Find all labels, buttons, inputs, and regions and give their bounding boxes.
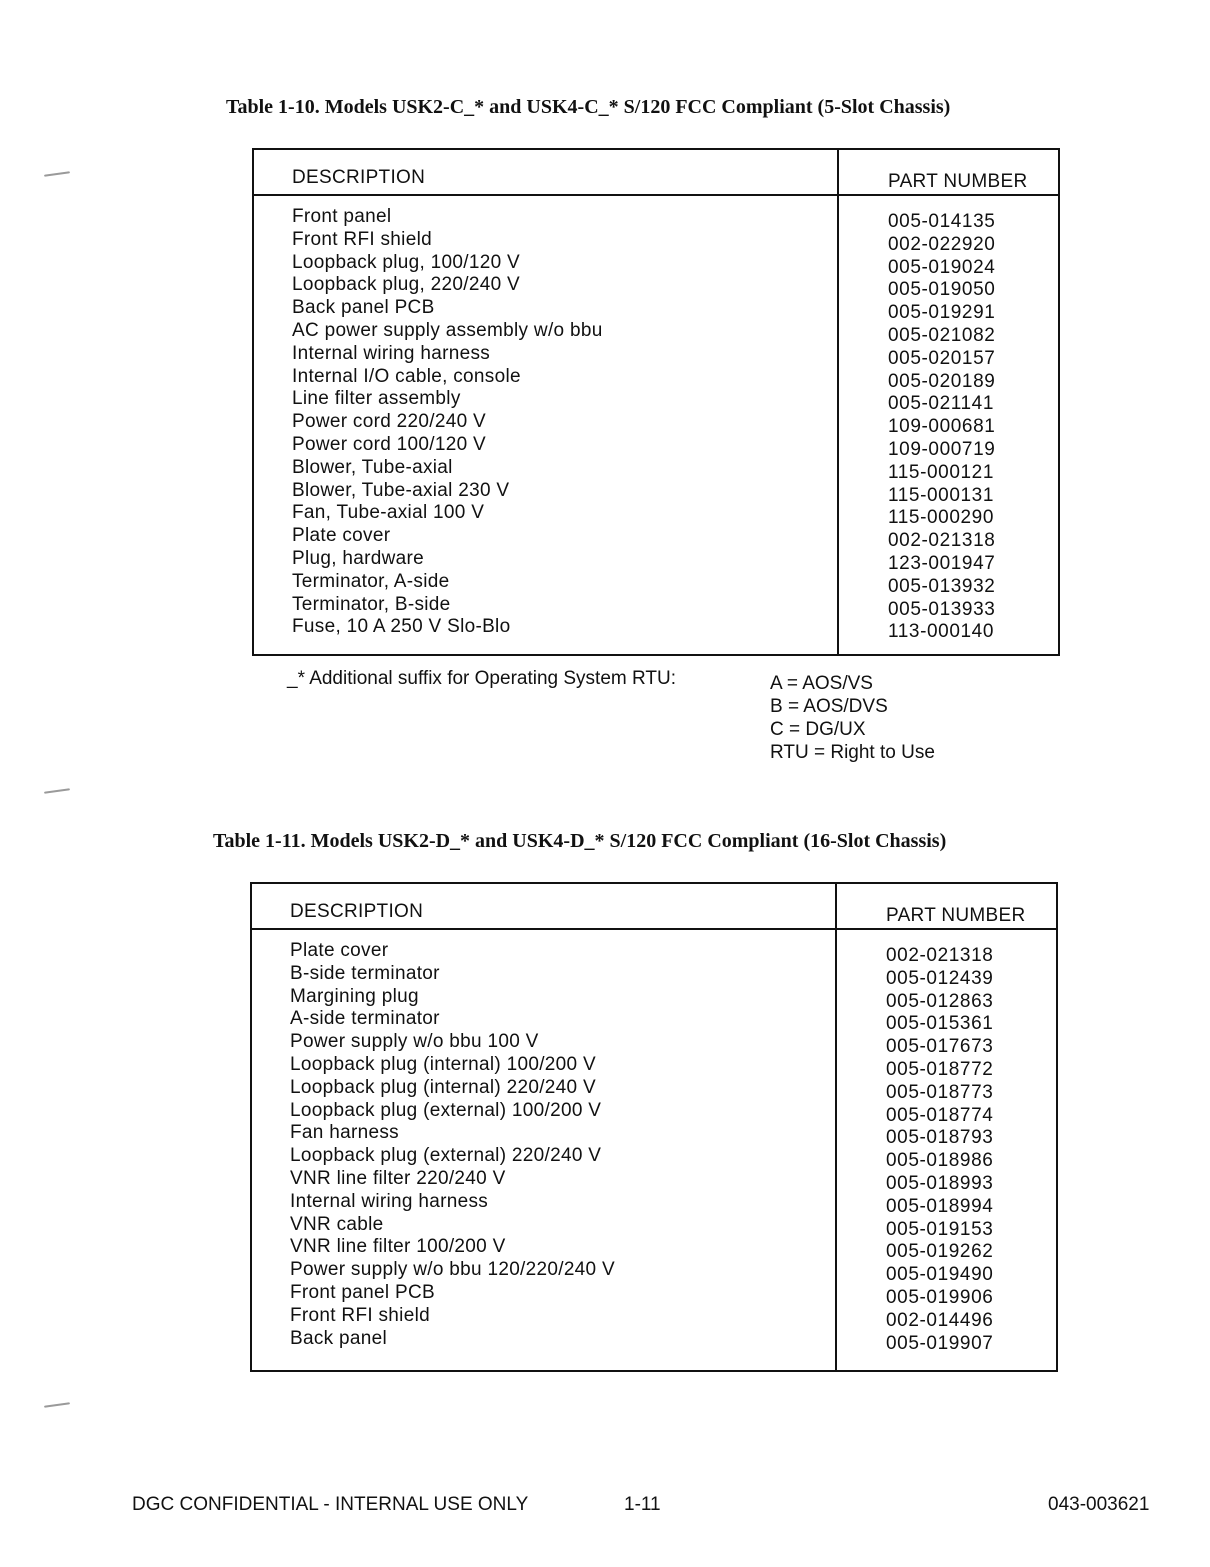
row-part-number: 005-013932 — [888, 575, 996, 597]
row-part-number: 005-019906 — [886, 1286, 994, 1308]
margin-mark — [44, 171, 70, 177]
row-part-number: 005-020157 — [888, 347, 996, 369]
row-part-number: 005-019490 — [886, 1264, 994, 1286]
row-description: Fan, Tube-axial 100 V — [292, 502, 485, 524]
row-description: Plug, hardware — [292, 547, 424, 569]
row-description: Power cord 100/120 V — [292, 433, 487, 455]
row-description: AC power supply assembly w/o bbu — [292, 319, 603, 341]
row-part-number: 002-021318 — [886, 945, 994, 966]
legend-item: C = DG/UX — [770, 719, 866, 740]
row-description: VNR line filter 220/240 V — [290, 1167, 506, 1189]
row-part-number: 002-022920 — [888, 233, 996, 255]
parts-table-1-11 — [250, 882, 1058, 1372]
row-description: Loopback plug (internal) 220/240 V — [290, 1076, 596, 1098]
row-part-number: 005-018986 — [886, 1150, 994, 1172]
row-part-number: 005-014135 — [888, 211, 996, 232]
row-part-number: 002-021318 — [888, 530, 996, 552]
row-description: Plate cover — [292, 525, 391, 547]
row-part-number: 005-018772 — [886, 1058, 994, 1080]
row-description: Front panel PCB — [290, 1281, 435, 1303]
margin-mark — [44, 788, 70, 794]
row-part-number: 115-000121 — [888, 461, 995, 483]
row-description: Loopback plug (external) 100/200 V — [290, 1099, 602, 1121]
row-description: Loopback plug, 220/240 V — [292, 274, 520, 296]
part-number-column — [888, 211, 995, 644]
row-description: Front RFI shield — [292, 228, 432, 250]
row-description: Terminator, B-side — [292, 593, 451, 615]
description-column — [292, 206, 603, 639]
rtu-footnote: _* Additional suffix for Operating System RTU: — [287, 668, 676, 689]
rtu-legend — [770, 672, 935, 764]
header-divider — [254, 194, 1058, 196]
row-description: Front panel — [292, 206, 392, 227]
part-number-header: PART NUMBER — [886, 905, 1026, 926]
row-part-number: 109-000719 — [888, 438, 996, 460]
row-description: Back panel — [290, 1327, 388, 1349]
header-divider — [252, 928, 1056, 930]
row-part-number: 005-018993 — [886, 1172, 994, 1194]
row-part-number: 005-012439 — [886, 967, 994, 989]
row-description: Power cord 220/240 V — [292, 411, 487, 433]
table-1-11-caption: Table 1-11. Models USK2-D_* and USK4-D_* S/120 FCC Compliant (16-Slot Chassis) — [213, 830, 947, 852]
row-part-number: 123-001947 — [888, 552, 996, 574]
row-part-number: 115-000290 — [888, 507, 995, 529]
row-description: Line filter assembly — [292, 388, 461, 410]
row-description: B-side terminator — [290, 962, 440, 984]
row-part-number: 005-018793 — [886, 1127, 994, 1149]
row-part-number: 005-019262 — [886, 1241, 994, 1263]
row-part-number: 005-019153 — [886, 1218, 994, 1240]
row-description: Margining plug — [290, 985, 419, 1007]
row-part-number: 005-021082 — [888, 324, 996, 346]
description-header: DESCRIPTION — [292, 167, 426, 188]
row-part-number: 005-019907 — [886, 1332, 994, 1354]
description-column — [290, 940, 615, 1350]
part-number-header: PART NUMBER — [888, 171, 1028, 192]
row-description: Power supply w/o bbu 100 V — [290, 1031, 539, 1053]
page-number: 1-11 — [624, 1494, 661, 1515]
row-part-number: 113-000140 — [888, 621, 995, 643]
row-description: VNR cable — [290, 1213, 384, 1235]
row-part-number: 005-012863 — [886, 990, 994, 1012]
row-description: Fuse, 10 A 250 V Slo-Blo — [292, 616, 511, 638]
column-divider — [835, 884, 837, 1370]
margin-mark — [44, 1402, 70, 1408]
legend-item: A = AOS/VS — [770, 673, 873, 694]
description-header: DESCRIPTION — [290, 901, 424, 922]
row-part-number: 002-014496 — [886, 1309, 994, 1331]
row-description: Loopback plug, 100/120 V — [292, 251, 520, 273]
row-description: Plate cover — [290, 940, 389, 961]
row-part-number: 005-019024 — [888, 256, 996, 278]
row-part-number: 005-013933 — [888, 598, 996, 620]
document-number: 043-003621 — [1048, 1494, 1150, 1515]
row-part-number: 005-017673 — [886, 1036, 994, 1058]
row-description: Loopback plug (internal) 100/200 V — [290, 1053, 596, 1075]
row-part-number: 109-000681 — [888, 416, 996, 438]
table-1-10-caption: Table 1-10. Models USK2-C_* and USK4-C_* S/120 FCC Compliant (5-Slot Chassis) — [226, 96, 951, 118]
parts-table-1-10 — [252, 148, 1060, 656]
row-description: Power supply w/o bbu 120/220/240 V — [290, 1259, 615, 1281]
row-description: Internal wiring harness — [290, 1190, 489, 1212]
row-description: Loopback plug (external) 220/240 V — [290, 1145, 602, 1167]
row-part-number: 005-018994 — [886, 1195, 994, 1217]
row-part-number: 005-021141 — [888, 393, 995, 415]
row-part-number: 115-000131 — [888, 484, 995, 506]
row-description: Blower, Tube-axial — [292, 456, 453, 478]
row-description: Internal I/O cable, console — [292, 365, 521, 387]
row-part-number: 005-018773 — [886, 1081, 994, 1103]
row-description: Back panel PCB — [292, 297, 435, 319]
legend-item: RTU = Right to Use — [770, 742, 935, 763]
row-part-number: 005-019050 — [888, 279, 996, 301]
row-description: VNR line filter 100/200 V — [290, 1236, 506, 1258]
confidentiality-notice: DGC CONFIDENTIAL - INTERNAL USE ONLY — [132, 1494, 529, 1515]
row-part-number: 005-018774 — [886, 1104, 994, 1126]
part-number-column — [886, 945, 993, 1355]
row-description: A-side terminator — [290, 1008, 440, 1030]
row-description: Fan harness — [290, 1122, 399, 1144]
row-description: Front RFI shield — [290, 1304, 430, 1326]
row-description: Blower, Tube-axial 230 V — [292, 479, 510, 501]
row-description: Internal wiring harness — [292, 342, 491, 364]
row-part-number: 005-020189 — [888, 370, 996, 392]
row-part-number: 005-015361 — [886, 1013, 994, 1035]
legend-item: B = AOS/DVS — [770, 696, 888, 717]
row-part-number: 005-019291 — [888, 302, 996, 324]
row-description: Terminator, A-side — [292, 570, 450, 592]
column-divider — [837, 150, 839, 654]
